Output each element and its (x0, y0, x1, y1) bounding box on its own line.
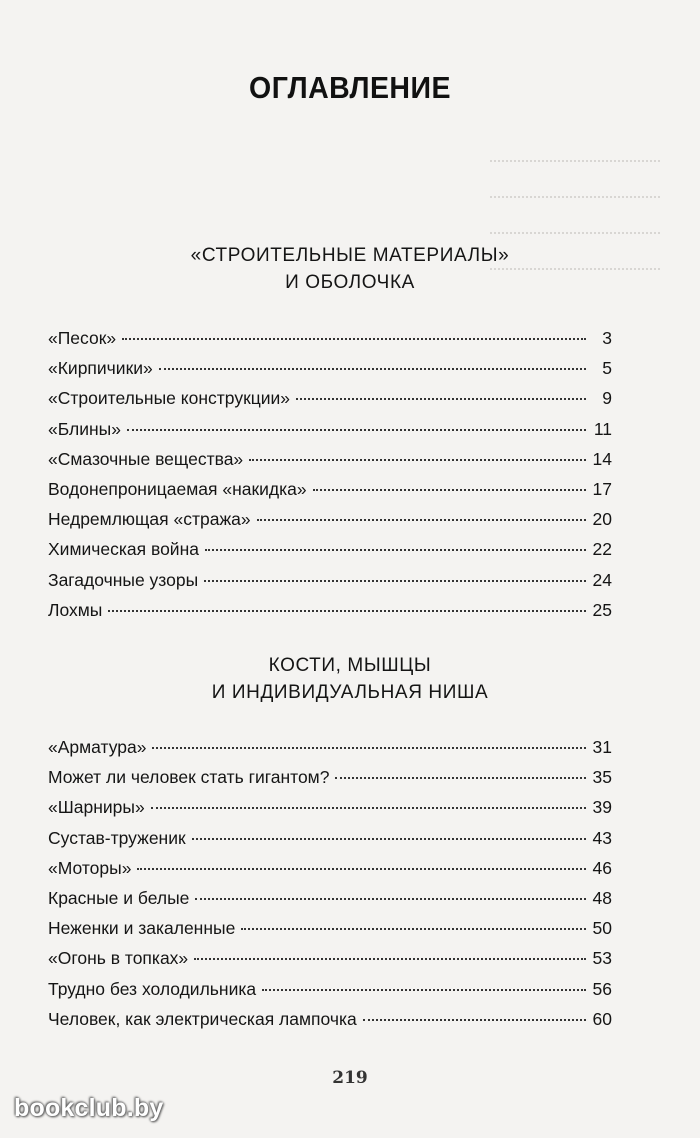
toc-entry[interactable] (48, 979, 612, 1009)
toc-entry[interactable] (48, 388, 612, 418)
dot-leader (204, 580, 586, 582)
toc-entry[interactable] (48, 888, 612, 918)
toc-entry[interactable] (48, 737, 612, 767)
toc-entry-page: 56 (592, 978, 612, 999)
section-heading-line: «СТРОИТЕЛЬНЫЕ МАТЕРИАЛЫ» (190, 245, 510, 266)
toc-entry[interactable] (48, 449, 612, 479)
toc-entry[interactable] (48, 509, 612, 539)
toc-section-1 (48, 328, 612, 630)
dot-leader (335, 777, 586, 779)
toc-entry-page: 24 (592, 569, 612, 590)
toc-entry-page: 53 (592, 948, 612, 969)
toc-entry-title: Неженки и закаленные (48, 918, 236, 939)
toc-entry-title: Человек, как электрическая лампочка (48, 1008, 357, 1029)
toc-entry[interactable] (48, 828, 612, 858)
toc-entry[interactable] (48, 358, 612, 388)
dot-leader (137, 868, 586, 870)
toc-entry-title: Химическая война (48, 539, 199, 560)
toc-entry-title: «Песок» (48, 328, 117, 348)
toc-entry-title: «Кирпичики» (48, 358, 153, 379)
dot-leader (195, 898, 586, 900)
dot-leader (241, 928, 586, 930)
dot-leader (205, 549, 586, 551)
toc-entry-title: «Шарниры» (48, 797, 145, 818)
toc-entry-title: Красные и белые (48, 887, 190, 908)
toc-entry-title: Загадочные узоры (48, 569, 199, 590)
toc-entry[interactable] (48, 797, 612, 827)
toc-entry-page: 5 (602, 358, 612, 379)
toc-entry-title: Лохмы (48, 599, 103, 620)
toc-entry-page: 48 (592, 887, 612, 908)
toc-entry-page: 17 (592, 478, 612, 499)
dot-leader (108, 610, 586, 612)
toc-entry-title: «Блины» (48, 418, 121, 439)
toc-entry[interactable] (48, 948, 612, 978)
toc-entry[interactable] (48, 600, 612, 630)
toc-entry-page: 35 (592, 767, 612, 788)
toc-entry[interactable] (48, 539, 612, 569)
toc-entry-title: Сустав-труженик (48, 827, 186, 848)
toc-entry[interactable] (48, 419, 612, 449)
dot-leader (194, 958, 586, 960)
dot-leader (192, 838, 586, 840)
toc-entry-title: Трудно без холодильника (48, 978, 257, 999)
section-heading-line: И ИНДИВИДУАЛЬНАЯ НИША (211, 682, 489, 703)
toc-entry-page: 11 (593, 418, 612, 439)
bleed-through-mark (490, 160, 660, 162)
toc-entry-title: Недремлющая «стража» (48, 509, 251, 530)
toc-entry-title: «Арматура» (48, 737, 147, 757)
toc-entry-page: 39 (592, 797, 612, 818)
toc-entry-page: 9 (602, 388, 612, 409)
toc-entry-page: 50 (592, 918, 612, 939)
toc-entry[interactable] (48, 1009, 612, 1039)
toc-entry[interactable] (48, 858, 612, 888)
toc-entry-page: 25 (592, 599, 612, 620)
toc-entry-page: 20 (592, 509, 612, 530)
toc-entry-title: Водонепроницаемая «накидка» (48, 478, 307, 499)
page-number: 219 (332, 1068, 368, 1088)
dot-leader (159, 368, 586, 370)
toc-entry[interactable] (48, 479, 612, 509)
bleed-through-mark (490, 232, 660, 234)
toc-entry-page: 14 (592, 448, 612, 469)
dot-leader (249, 459, 586, 461)
toc-entry-title: «Строительные конструкции» (48, 388, 291, 409)
toc-entry[interactable] (48, 570, 612, 600)
toc-entry-page: 22 (592, 539, 612, 560)
toc-entry[interactable] (48, 767, 612, 797)
page-title: ОГЛАВЛЕНИЕ (249, 70, 451, 105)
section-heading-line: И ОБОЛОЧКА (285, 272, 415, 293)
dot-leader (151, 807, 586, 809)
toc-entry[interactable] (48, 328, 612, 358)
bleed-through-mark (490, 196, 660, 198)
dot-leader (122, 338, 586, 340)
toc-entry-page: 31 (592, 737, 612, 757)
toc-entry-title: «Огонь в топках» (48, 948, 189, 969)
dot-leader (127, 429, 586, 431)
toc-entry-title: «Моторы» (48, 857, 132, 878)
dot-leader (152, 747, 586, 749)
dot-leader (257, 519, 586, 521)
dot-leader (313, 489, 586, 491)
toc-entry-title: «Смазочные вещества» (48, 448, 244, 469)
toc-entry-page: 43 (592, 827, 612, 848)
toc-entry-page: 46 (592, 857, 612, 878)
toc-entry[interactable] (48, 918, 612, 948)
dot-leader (363, 1019, 586, 1021)
dot-leader (296, 398, 586, 400)
toc-entry-page: 3 (602, 328, 612, 348)
toc-entry-title: Может ли человек стать гигантом? (48, 767, 330, 788)
section-heading-line: КОСТИ, МЫШЦЫ (268, 655, 432, 676)
toc-entry-page: 60 (592, 1008, 612, 1029)
watermark: bookclub.by (14, 1094, 164, 1122)
section-heading (0, 652, 700, 706)
toc-section-2 (48, 737, 612, 1039)
section-heading (0, 242, 700, 296)
dot-leader (262, 989, 586, 991)
